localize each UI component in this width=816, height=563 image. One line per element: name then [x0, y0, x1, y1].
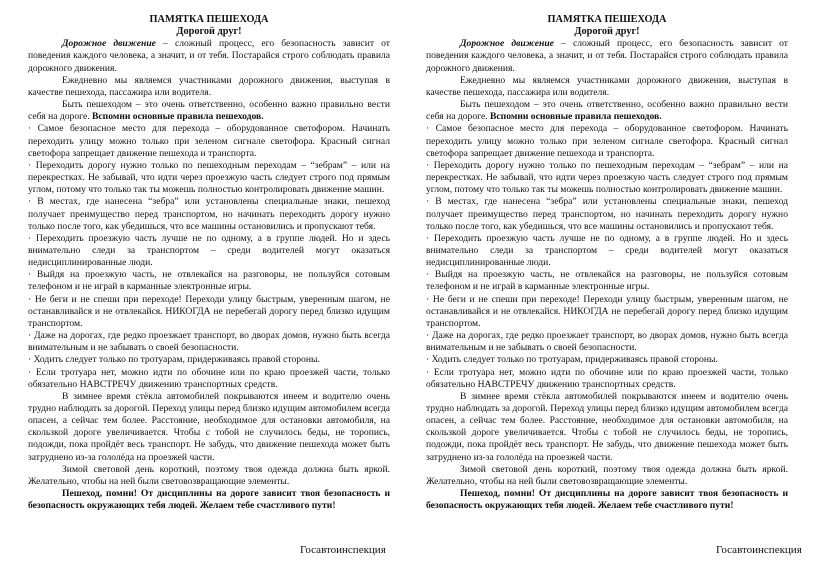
rule-item: · Если тротуара нет, можно идти по обочине или по краю проезжей части, только обязательно НАВСТРЕЧУ движению транспортных средств.: [28, 366, 390, 390]
responsibility-text: Быть пешеходом – это очень ответственно, особенно важно правильно вести себя на дороге.: [28, 99, 390, 123]
rule-item: · В местах, где нанесена “зебра” или установлены специальные знаки, пешеход получает преимущество перед транспортом, но начинать переходить дорогу нужно только после того, как убедишься, что все машины остановились и пропускают тебя.: [426, 196, 788, 232]
rule-item: · Самое безопасное место для перехода – оборудованное светофором. Начинать переходить улицу можно только при зеленом сигнале светофора. Красный сигнал светофора запрещает движение пешехода и транспорта.: [426, 123, 788, 159]
responsibility-text: Быть пешеходом – это очень ответственно, особенно важно правильно вести себя на дороге.: [426, 99, 788, 123]
rule-item: · Даже на дорогах, где редко проезжает транспорт, во дворах домов, нужно быть всегда внимательным и не забывать о своей безопасности.: [28, 330, 390, 354]
rule-item: · Не беги и не спеши при переходе! Переходи улицу быстрым, уверенным шагом, не останавливайся и не отвлекайся. НИКОГДА не перебегай дорогу перед близко идущим транспортом.: [426, 293, 788, 329]
winter-paragraph: В зимнее время стёкла автомобилей покрываются инеем и водителю очень трудно наблюдать за дорогой. Переход улицы перед близко идущим автомобилем всегда опасен, а сейчас тем более. Расстояние, необходимое для остановки автомобиля, на скользкой дороге увеличивается. Чтобы с тобой не случилось беды, не торопись, подожди, пока пройдёт весь транспорт. Не забудь, что движение пешехода может быть затруднено из-за гололёда на проезжей части.: [426, 390, 788, 463]
memo-column-left: [28, 14, 390, 512]
rule-item: · Переходить дорогу нужно только по пешеходным переходам – “зебрам” – или на перекрестках. Не забывай, что идти через проезжую часть следует строго под прямым углом, потому что только так ты можешь полностью контролировать движение машин.: [426, 159, 788, 196]
memo-greeting: Дорогой друг!: [176, 26, 242, 38]
participants-paragraph: Ежедневно мы являемся участниками дорожного движения, выступая в качестве пешехода, пассажира или водителя.: [426, 74, 788, 98]
intro-paragraph: [426, 38, 788, 74]
intro-text: – сложный процесс, его безопасность зависит от поведения каждого человека, а значит, и от тебя. Постарайся строго соблюдать правила дорожного движения.: [28, 38, 391, 74]
daylight-paragraph: Зимой световой день короткий, поэтому твоя одежда должна быть яркой. Желательно, чтобы на ней были световозвращающие элементы.: [426, 463, 788, 487]
rule-item: · Ходить следует только по тротуарам, придерживаясь правой стороны.: [28, 354, 320, 366]
closing-paragraph: Пешеход, помни! От дисциплины на дороге зависит твоя безопасность и безопасность окружающих тебя людей. Желаем тебе счастливого пути!: [426, 488, 788, 512]
memo-title: ПАМЯТКА ПЕШЕХОДА: [149, 14, 269, 25]
rule-item: · Переходить проезжую часть лучше не по одному, а в группе людей. Но и здесь внимательно следи за транспортом – среди водителей могут оказаться недисциплинированные люди.: [28, 232, 390, 269]
rule-item: · Не беги и не спеши при переходе! Переходи улицу быстрым, уверенным шагом, не останавливайся и не отвлекайся. НИКОГДА не перебегай дорогу перед близко идущим транспортом.: [28, 293, 390, 329]
intro-paragraph: [28, 38, 390, 74]
responsibility-paragraph: [426, 99, 788, 123]
memo-greeting: Дорогой друг!: [574, 26, 640, 38]
memo-title: ПАМЯТКА ПЕШЕХОДА: [547, 14, 667, 25]
winter-paragraph: В зимнее время стёкла автомобилей покрываются инеем и водителю очень трудно наблюдать за дорогой. Переход улицы перед близко идущим автомобилем всегда опасен, а сейчас тем более. Расстояние, необходимое для остановки автомобиля, на скользкой дороге увеличивается. Чтобы с тобой не случилось беды, не торопись, подожди, пока пройдёт весь транспорт. Не забудь, что движение пешехода может быть затруднено из-за гололёда на проезжей части.: [28, 390, 390, 463]
signature-left: Госавтоинспекция: [300, 544, 386, 556]
rules-heading: Вспомни основные правила пешеходов.: [490, 111, 662, 123]
signature-right: Госавтоинспекция: [716, 544, 802, 556]
rule-item: · Самое безопасное место для перехода – оборудованное светофором. Начинать переходить улицу можно только при зеленом сигнале светофора. Красный сигнал светофора запрещает движение пешехода и транспорта.: [28, 123, 390, 159]
rule-item: · Если тротуара нет, можно идти по обочине или по краю проезжей части, только обязательно НАВСТРЕЧУ движению транспортных средств.: [426, 366, 788, 390]
rule-item: · В местах, где нанесена “зебра” или установлены специальные знаки, пешеход получает преимущество перед транспортом, но начинать переходить дорогу нужно только после того, как убедишься, что все машины остановились и пропускают тебя.: [28, 196, 390, 232]
rule-item: · Даже на дорогах, где редко проезжает транспорт, во дворах домов, нужно быть всегда внимательным и не забывать о своей безопасности.: [426, 330, 788, 354]
rule-item: · Ходить следует только по тротуарам, придерживаясь правой стороны.: [426, 354, 718, 366]
closing-paragraph: Пешеход, помни! От дисциплины на дороге зависит твоя безопасность и безопасность окружающих тебя людей. Желаем тебе счастливого пути!: [28, 488, 390, 512]
rule-item: · Переходить проезжую часть лучше не по одному, а в группе людей. Но и здесь внимательно следи за транспортом – среди водителей могут оказаться недисциплинированные люди.: [426, 232, 788, 269]
participants-paragraph: Ежедневно мы являемся участниками дорожного движения, выступая в качестве пешехода, пассажира или водителя.: [28, 74, 390, 98]
daylight-paragraph: Зимой световой день короткий, поэтому твоя одежда должна быть яркой. Желательно, чтобы на ней были световозвращающие элементы.: [28, 463, 390, 487]
responsibility-paragraph: [28, 99, 390, 123]
memo-column-right: [426, 14, 788, 512]
intro-bold-term: Дорожное движение: [460, 38, 554, 50]
intro-text: – сложный процесс, его безопасность зависит от поведения каждого человека, а значит, и от тебя. Постарайся строго соблюдать правила дорожного движения.: [426, 38, 789, 74]
intro-bold-term: Дорожное движение: [62, 38, 156, 50]
rule-item: · Выйдя на проезжую часть, не отвлекайся на разговоры, не пользуйся сотовым телефоном и не играй в карманные электронные игры.: [426, 269, 788, 293]
rules-heading: Вспомни основные правила пешеходов.: [92, 111, 264, 123]
rule-item: · Переходить дорогу нужно только по пешеходным переходам – “зебрам” – или на перекрестках. Не забывай, что идти через проезжую часть следует строго под прямым углом, потому что только так ты можешь полностью контролировать движение машин.: [28, 159, 390, 196]
rule-item: · Выйдя на проезжую часть, не отвлекайся на разговоры, не пользуйся сотовым телефоном и не играй в карманные электронные игры.: [28, 269, 390, 293]
